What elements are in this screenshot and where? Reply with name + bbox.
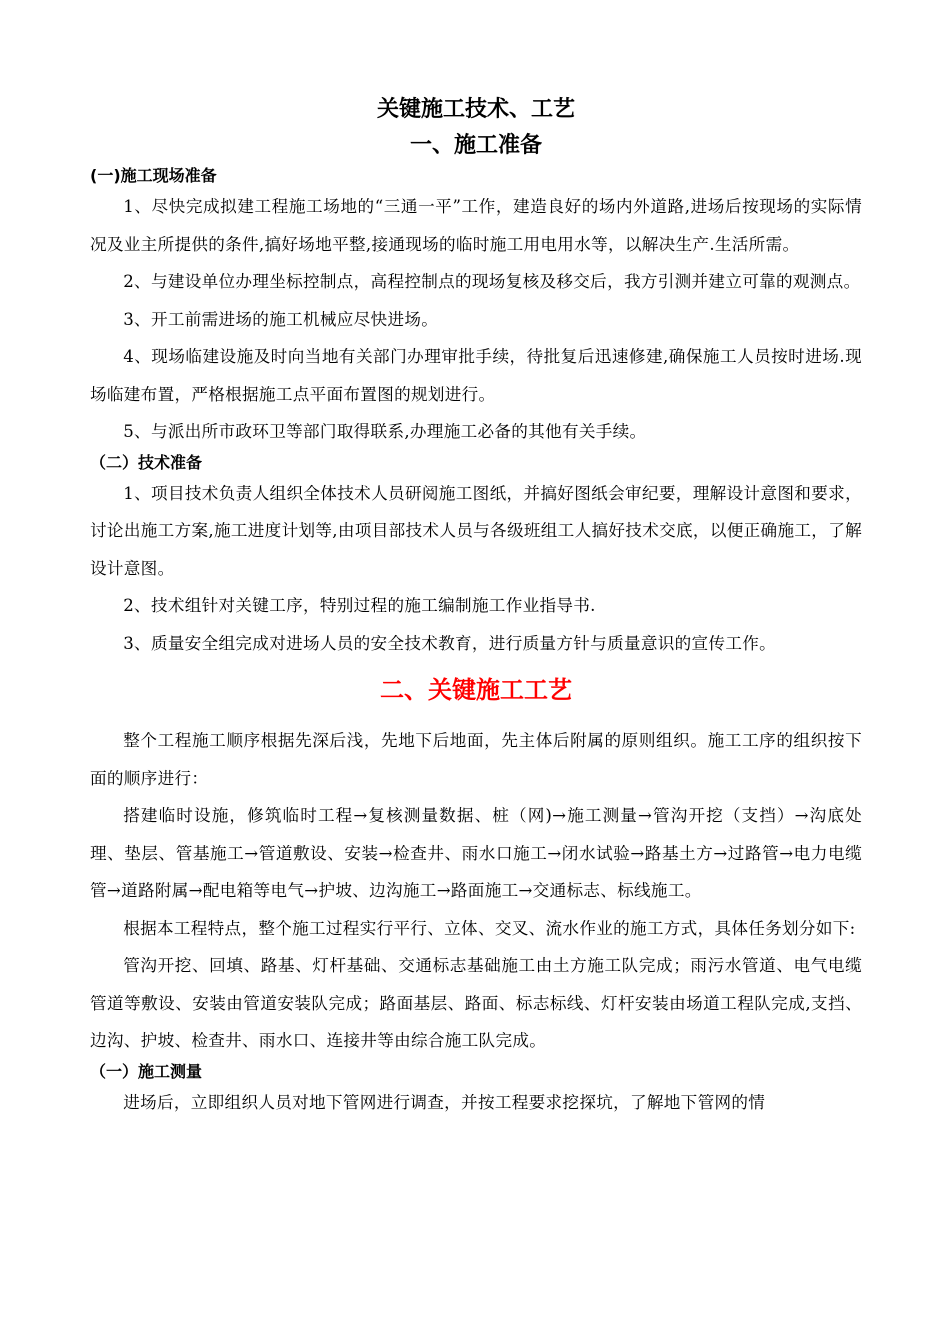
document-page — [90, 92, 862, 1121]
paragraph: 2、技术组针对关键工序，特别过程的施工编制施工作业指导书. — [123, 596, 596, 615]
paragraph: 2、与建设单位办理坐标控制点，高程控制点的现场复核及移交后，我方引测并建立可靠的观测点。 — [123, 272, 861, 291]
paragraph: 进场后，立即组织人员对地下管网进行调查，并按工程要求挖探坑，了解地下管网的情 — [123, 1092, 766, 1112]
paragraph: 5、与派出所市政环卫等部门取得联系,办理施工必备的其他有关手续。 — [123, 422, 647, 441]
paragraph: 根据本工程特点，整个施工过程实行平行、立体、交叉、流水作业的施工方式，具体任务划分如下: — [123, 918, 856, 938]
paragraph: 整个工程施工顺序根据先深后浅，先地下后地面，先主体后附属的原则组织。施工工序的组织按下面的顺序进行： — [90, 731, 862, 788]
subsection-heading-technical-preparation: （二）技术准备 — [90, 452, 203, 472]
paragraph: 搭建临时设施，修筑临时工程→复核测量数据、桩（网)→施工测量→管沟开挖（支挡）→沟底处理、垫层、管基施工→管道敷设、安装→检查井、雨水口施工→闭水试验→路基土方→过路管→电力电缆管→道路附属→配电箱等电气→护坡、边沟施工→路面施工→交通标志、标线施工。 — [90, 806, 862, 900]
section-heading-preparation: 一、施工准备 — [409, 133, 542, 158]
paragraph: 4、现场临建设施及时向当地有关部门办理审批手续，待批复后迅速修建,确保施工人员按时进场.现场临建布置，严格根据施工点平面布置图的规划进行。 — [90, 347, 862, 404]
subsection-heading-site-preparation: (一)施工现场准备 — [90, 166, 217, 185]
section-heading-key-process: 二、关键施工工艺 — [380, 676, 572, 704]
paragraph: 1、尽快完成拟建工程施工场地的“三通一平”工作，建造良好的场内外道路,进场后按现场的实际情况及业主所提供的条件,搞好场地平整,接通现场的临时施工用电用水等，以解决生产.生活所需。 — [90, 197, 862, 254]
subsection-heading-survey: （一）施工测量 — [90, 1061, 203, 1081]
paragraph: 3、开工前需进场的施工机械应尽快进场。 — [123, 309, 439, 329]
paragraph: 管沟开挖、回填、路基、灯杆基础、交通标志基础施工由土方施工队完成；雨污水管道、电气电缆管道等敷设、安装由管道安装队完成；路面基层、路面、标志标线、灯杆安装由场道工程队完成,支挡、边沟、护坡、检查井、雨水口、连接井等由综合施工队完成。 — [90, 956, 862, 1050]
paragraph: 3、质量安全组完成对进场人员的安全技术教育，进行质量方针与质量意识的宣传工作。 — [123, 633, 777, 653]
document-title: 关键施工技术、工艺 — [376, 97, 575, 122]
paragraph: 1、项目技术负责人组织全体技术人员研阅施工图纸，并搞好图纸会审纪要，理解设计意图和要求，讨论出施工方案,施工进度计划等,由项目部技术人员与各级班组工人搞好技术交底，以便正确施工，了解设计意图。 — [90, 483, 862, 578]
